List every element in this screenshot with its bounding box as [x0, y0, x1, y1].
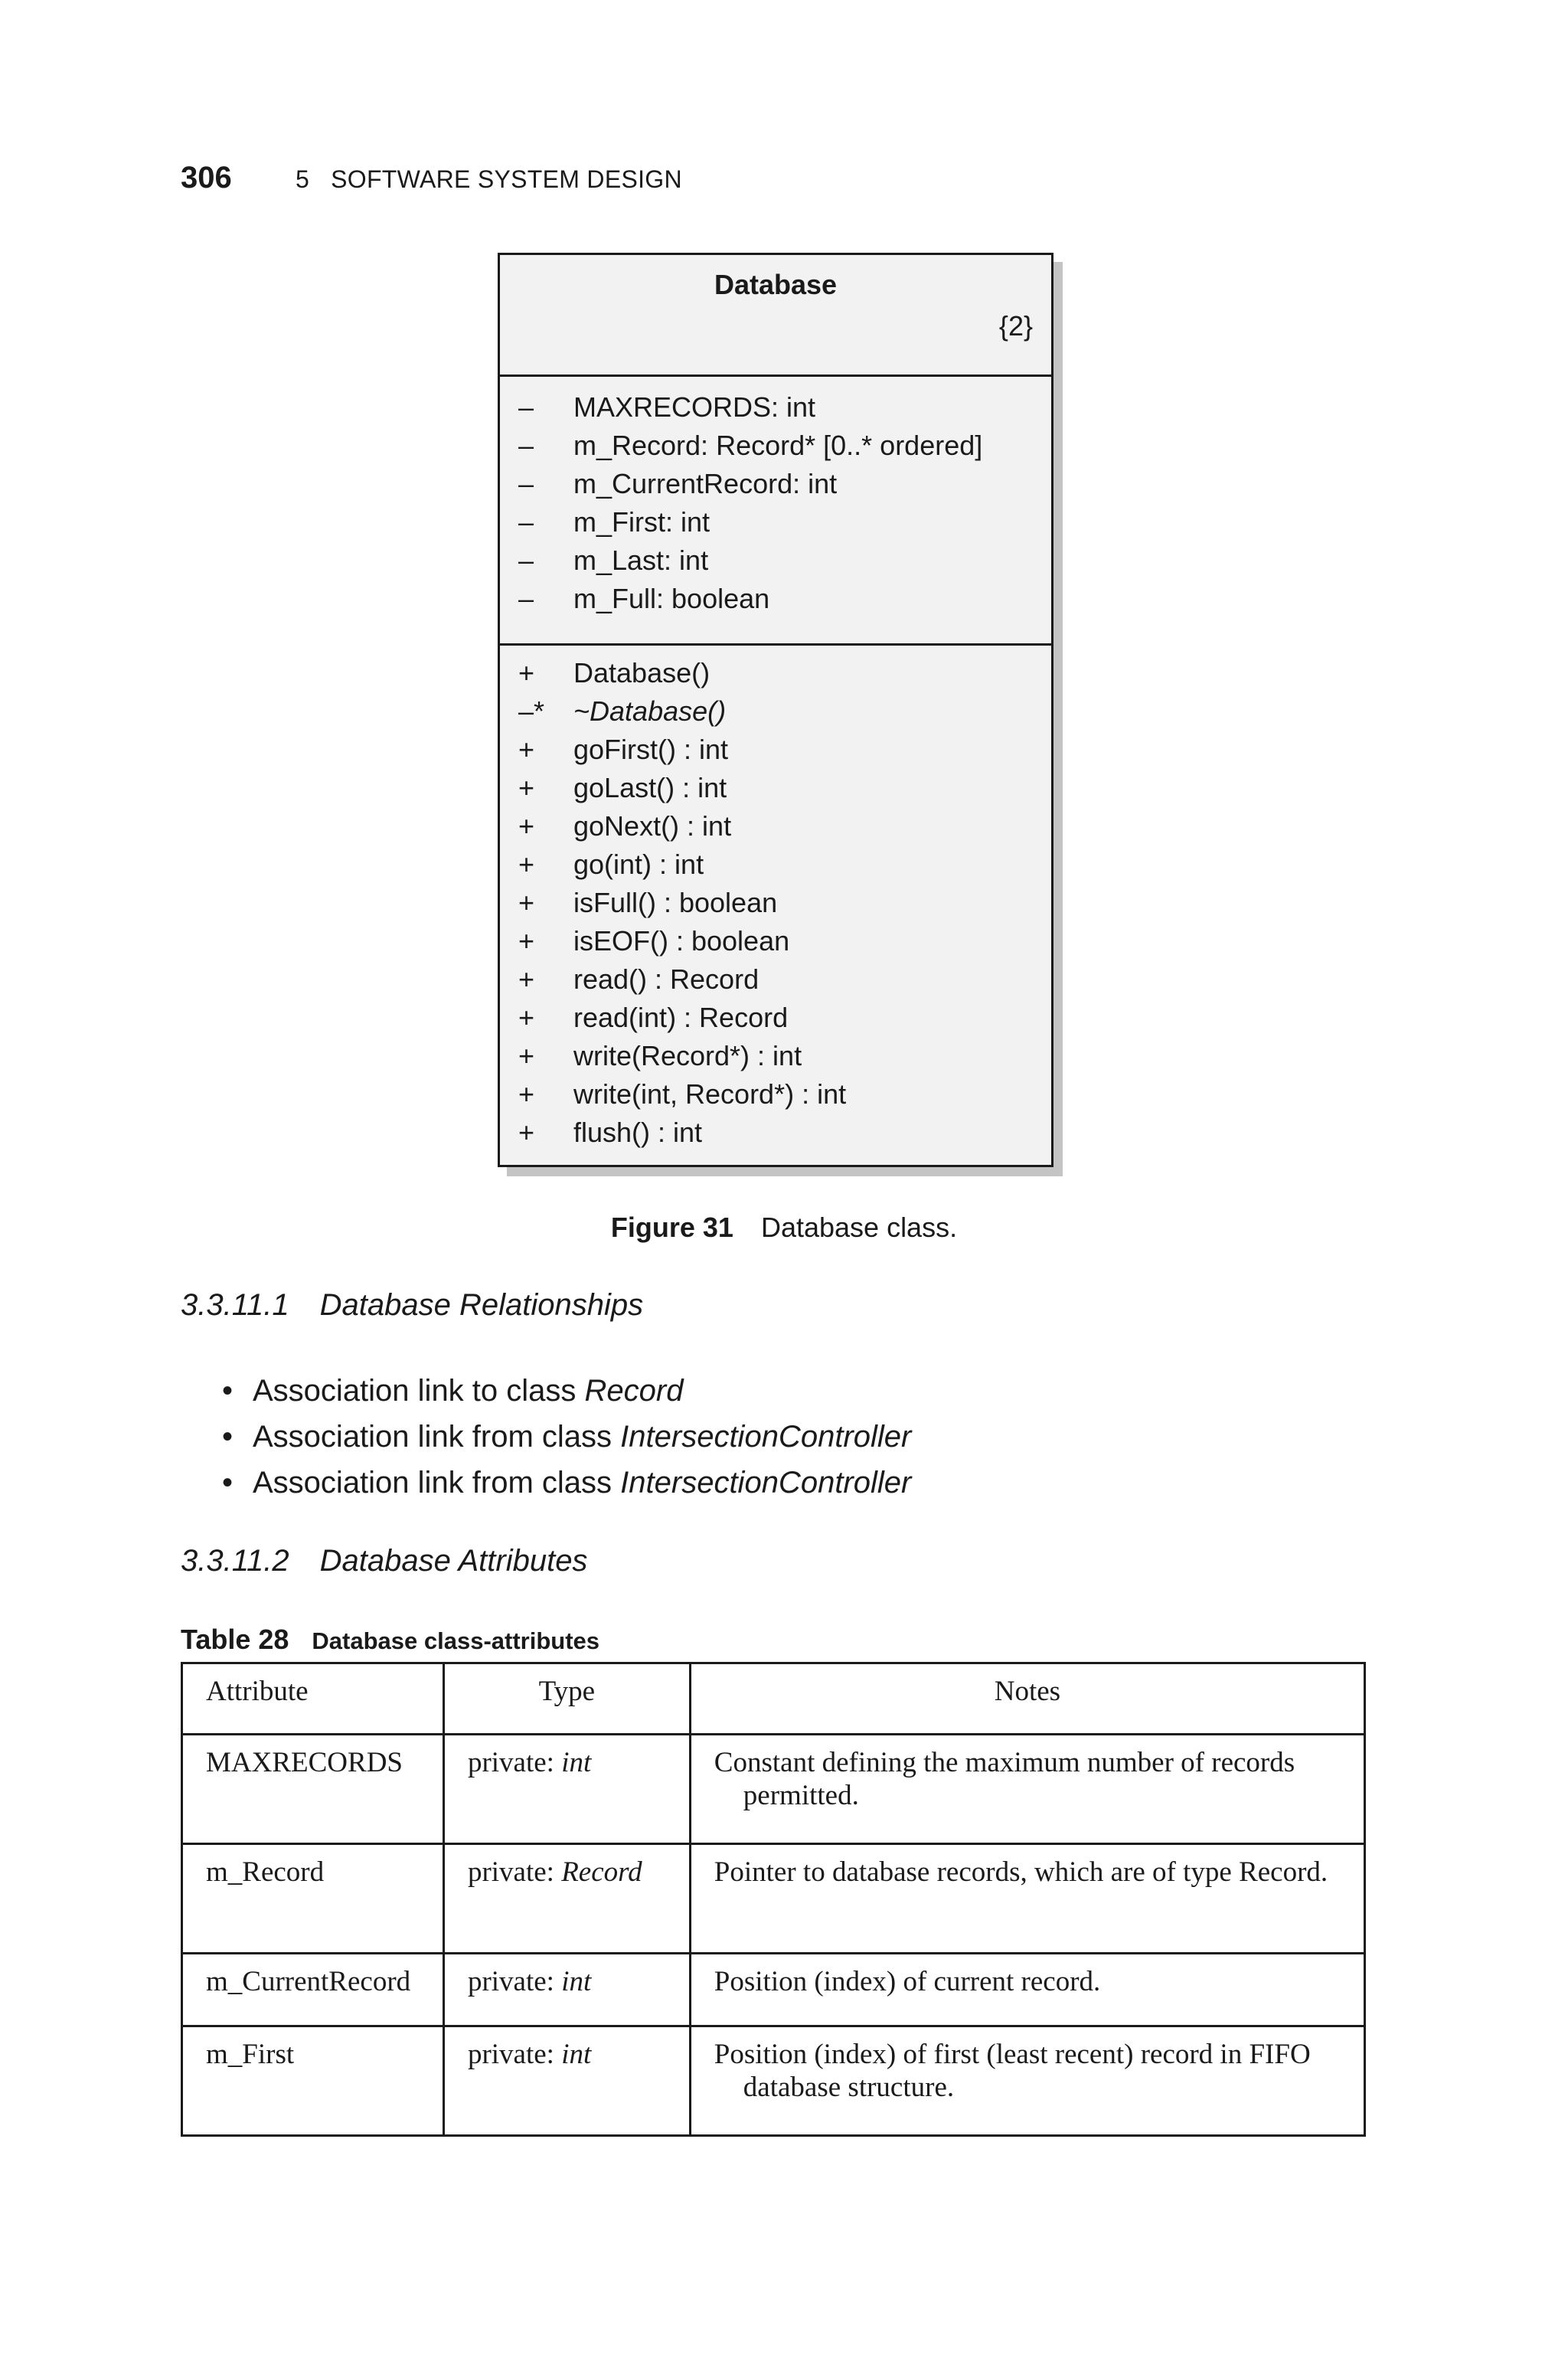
method-row — [500, 807, 1051, 845]
attribute-text: m_CurrentRecord: int — [573, 468, 838, 499]
list-item-class: IntersectionController — [620, 1420, 912, 1454]
method-text: ~Database() — [573, 695, 727, 727]
notes-cell — [690, 1844, 1364, 1954]
method-text: flush() : int — [573, 1117, 703, 1148]
list-item — [222, 1460, 911, 1506]
type-cell — [443, 1844, 690, 1954]
table-title: Database class-attributes — [312, 1627, 600, 1654]
table-row — [182, 2026, 1365, 2136]
figure-label: Figure 31 — [610, 1212, 733, 1243]
chapter-title: SOFTWARE SYSTEM DESIGN — [331, 165, 682, 193]
attribute-cell: m_Record — [182, 1844, 444, 1954]
method-text: write(int, Record*) : int — [573, 1078, 847, 1110]
type-cell — [443, 2026, 690, 2136]
column-header-attribute: Attribute — [182, 1663, 444, 1735]
method-text: read(int) : Record — [573, 1002, 789, 1033]
list-item — [222, 1368, 911, 1414]
table-row — [182, 1954, 1365, 2026]
visibility-marker: + — [518, 1002, 535, 1033]
visibility-marker: + — [518, 1117, 535, 1148]
notes-text: Constant defining the maximum number of records permitted. — [714, 1747, 1295, 1811]
method-text: isFull() : boolean — [573, 887, 778, 918]
notes-text: Position (index) of first (least recent) record in FIFO database structure. — [714, 2039, 1311, 2103]
method-row — [500, 1075, 1051, 1114]
visibility-marker: + — [518, 772, 535, 803]
type-name: int — [561, 2039, 592, 2070]
uml-methods-compartment — [500, 643, 1051, 1165]
class-name: Database — [714, 269, 838, 300]
subsection-title: Database Relationships — [319, 1288, 644, 1322]
attribute-row — [500, 465, 1051, 503]
type-prefix: private: — [467, 1966, 562, 1997]
visibility-marker: + — [518, 734, 535, 765]
attribute-text: MAXRECORDS: int — [573, 391, 816, 423]
table-caption — [181, 1624, 599, 1656]
list-item-prefix: Association link to class — [253, 1374, 585, 1408]
visibility-marker: + — [518, 887, 535, 918]
table-label: Table 28 — [181, 1624, 289, 1655]
method-row — [500, 922, 1051, 960]
method-text: read() : Record — [573, 963, 760, 995]
notes-text: Position (index) of current record. — [714, 1966, 1101, 1997]
list-item-prefix: Association link from class — [253, 1420, 621, 1454]
subsection-heading-relationships — [181, 1288, 643, 1323]
type-name: int — [561, 1966, 592, 1997]
method-row — [500, 692, 1051, 731]
table-row — [182, 1735, 1365, 1844]
type-prefix: private: — [467, 1856, 562, 1888]
method-text: goLast() : int — [573, 772, 727, 803]
class-multiplicity: {2} — [998, 310, 1033, 342]
method-row — [500, 999, 1051, 1037]
attribute-row — [500, 580, 1051, 618]
method-row — [500, 731, 1051, 769]
method-text: Database() — [573, 657, 710, 688]
list-item — [222, 1414, 911, 1460]
subsection-number: 3.3.11.1 — [181, 1288, 289, 1322]
table-header-row — [182, 1663, 1365, 1735]
method-row — [500, 769, 1051, 807]
method-row — [500, 1037, 1051, 1075]
column-header-type: Type — [443, 1663, 690, 1735]
list-item-prefix: Association link from class — [253, 1466, 621, 1500]
visibility-marker: + — [518, 925, 535, 957]
type-name: Record — [561, 1856, 642, 1888]
method-row — [500, 960, 1051, 999]
method-text: go(int) : int — [573, 849, 704, 880]
attribute-text: m_Full: boolean — [573, 583, 770, 614]
visibility-marker: + — [518, 1040, 535, 1071]
attribute-cell: m_First — [182, 2026, 444, 2136]
type-name: int — [561, 1747, 592, 1778]
visibility-marker: + — [518, 849, 535, 880]
attribute-cell: m_CurrentRecord — [182, 1954, 444, 2026]
attribute-text: m_First: int — [573, 506, 710, 538]
figure-caption-text: Database class. — [760, 1212, 958, 1243]
type-prefix: private: — [467, 2039, 562, 2070]
type-prefix: private: — [467, 1747, 562, 1778]
method-text: goNext() : int — [573, 810, 732, 842]
attributes-table — [181, 1662, 1366, 2137]
visibility-marker: – — [518, 545, 534, 576]
attribute-row — [500, 427, 1051, 465]
page-number: 306 — [181, 161, 232, 195]
notes-cell — [690, 1735, 1364, 1844]
attribute-row — [500, 388, 1051, 427]
notes-text: Pointer to database records, which are of type Record. — [714, 1856, 1328, 1888]
visibility-marker: – — [518, 583, 534, 614]
method-row — [500, 884, 1051, 922]
type-cell — [443, 1735, 690, 1844]
attribute-text: m_Last: int — [573, 545, 709, 576]
method-row — [500, 1114, 1051, 1152]
figure-caption — [0, 1212, 1568, 1244]
visibility-marker: + — [518, 963, 535, 995]
attribute-row — [500, 541, 1051, 580]
method-text: goFirst() : int — [573, 734, 729, 765]
running-head — [296, 165, 682, 194]
visibility-marker: + — [518, 1078, 535, 1110]
attribute-row — [500, 503, 1051, 541]
type-cell — [443, 1954, 690, 2026]
subsection-title: Database Attributes — [319, 1544, 588, 1578]
uml-class-diagram — [498, 253, 1054, 1167]
uml-attributes-compartment — [500, 374, 1051, 646]
visibility-marker: – — [518, 468, 534, 499]
method-row — [500, 654, 1051, 692]
relationships-list — [222, 1368, 911, 1506]
visibility-marker: – — [518, 391, 534, 423]
visibility-marker: – — [518, 430, 534, 461]
uml-name-compartment — [500, 255, 1051, 377]
visibility-marker: + — [518, 810, 535, 842]
method-row — [500, 845, 1051, 884]
chapter-number: 5 — [296, 165, 310, 193]
notes-cell — [690, 1954, 1364, 2026]
list-item-class: IntersectionController — [620, 1466, 912, 1500]
notes-cell — [690, 2026, 1364, 2136]
attribute-text: m_Record: Record* [0..* ordered] — [573, 430, 983, 461]
visibility-marker: + — [518, 657, 535, 688]
table-row — [182, 1844, 1365, 1954]
column-header-notes: Notes — [690, 1663, 1364, 1735]
subsection-number: 3.3.11.2 — [181, 1544, 289, 1578]
attribute-cell: MAXRECORDS — [182, 1735, 444, 1844]
method-text: isEOF() : boolean — [573, 925, 790, 957]
list-item-class: Record — [584, 1374, 684, 1408]
subsection-heading-attributes — [181, 1544, 587, 1578]
method-text: write(Record*) : int — [573, 1040, 802, 1071]
visibility-marker: – — [518, 506, 534, 538]
visibility-marker: –* — [518, 695, 545, 727]
